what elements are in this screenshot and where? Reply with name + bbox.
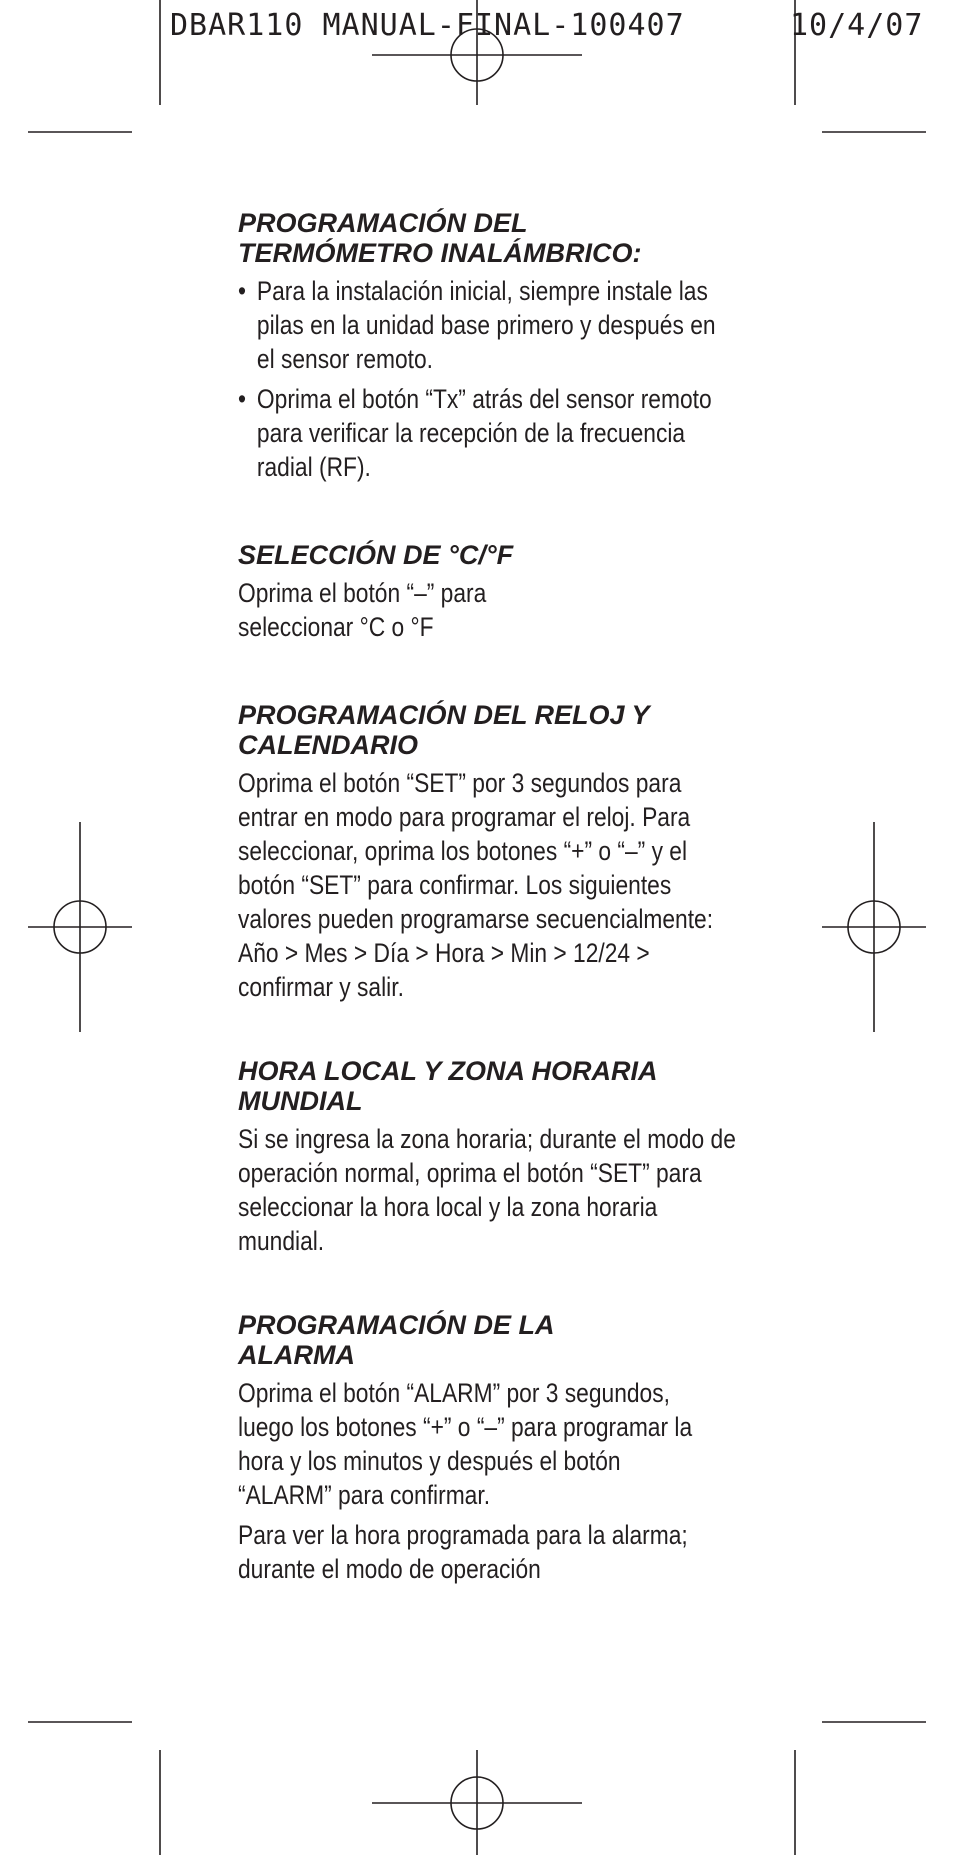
heading-line: MUNDIAL (238, 1086, 363, 1116)
heading-line: ALARMA (238, 1340, 355, 1370)
print-job-name: DBAR110 MANUAL-FINAL-100407 (170, 8, 685, 43)
heading-line: PROGRAMACIÓN DE LA (238, 1310, 555, 1340)
section-heading (238, 700, 738, 760)
print-job-slug (170, 8, 924, 43)
section-body: Oprima el botón “SET” por 3 segundos para entrar en modo para programar el reloj. Para seleccionar, oprima los botones “+” o “–” y el botón “SET” para confirmar. Los siguientes valores pueden programarse secuencialmente: Año > Mes > Día > Hora > Min > 12/24 > confirmar y salir. (238, 768, 714, 1002)
section-heading (238, 208, 738, 268)
section-heading (238, 540, 738, 570)
section-local-world-time (238, 1056, 738, 1258)
section-body: Si se ingresa la zona horaria; durante el modo de operación normal, oprima el botón “SET” para seleccionar la hora local y la zona horaria mundial. (238, 1124, 736, 1256)
section-body-continued: Para ver la hora programada para la alarma; durante el modo de operación (238, 1520, 688, 1584)
section-body: Oprima el botón “ALARM” por 3 segundos, luego los botones “+” o “–” para programar la hora y los minutos y después el botón “ALARM” para confirmar. (238, 1378, 693, 1510)
manual-page-content (238, 208, 738, 1586)
heading-line: CALENDARIO (238, 730, 418, 760)
heading-line: TERMÓMETRO INALÁMBRICO: (238, 238, 642, 268)
section-wireless-thermometer-setup (238, 208, 738, 484)
section-heading (238, 1310, 738, 1370)
list-item: • Oprima el botón “Tx” atrás del sensor remoto para verificar la recepción de la frecuencia radial (RF). (238, 382, 737, 484)
section-body: Oprima el botón “–” para seleccionar °C o °F (238, 578, 487, 642)
bullet-list (238, 274, 737, 484)
section-clock-calendar-setup (238, 700, 738, 1004)
heading-line: SELECCIÓN DE °C/°F (238, 540, 514, 570)
list-item: • Para la instalación inicial, siempre instale las pilas en la unidad base primero y después en el sensor remoto. (238, 274, 737, 376)
section-temperature-unit-selection (238, 540, 738, 644)
heading-line: HORA LOCAL Y ZONA HORARIA (238, 1056, 658, 1086)
section-heading (238, 1056, 738, 1116)
heading-line: PROGRAMACIÓN DEL RELOJ Y (238, 700, 650, 730)
heading-line: PROGRAMACIÓN DEL (238, 208, 528, 238)
section-alarm-setup (238, 1310, 738, 1586)
print-job-date: 10/4/07 (790, 8, 924, 43)
